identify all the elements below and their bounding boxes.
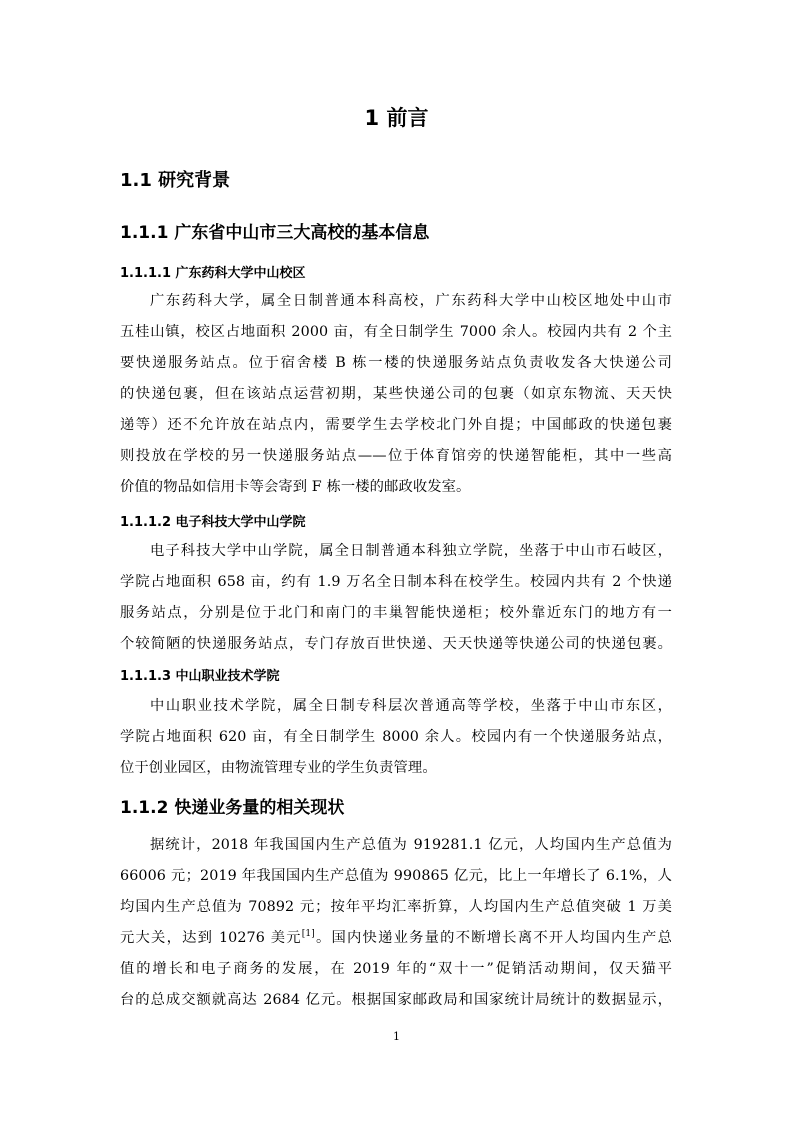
text-line: 五桂山镇，校区占地面积 2000 亩，有全日制学生 7000 余人。校园内共有 2 个主	[120, 324, 672, 340]
paragraph-uestc-zs	[120, 536, 672, 660]
subsection-title-express-volume: 1.1.2 快递业务量的相关现状	[120, 798, 345, 818]
text-line: 要快递服务站点。位于宿舍楼 B 栋一楼的快递服务站点负责收发各大快递公司	[120, 355, 672, 371]
text-line: 价值的物品如信用卡等会寄到 F 栋一楼的邮政收发室。	[120, 479, 471, 495]
text-line: 学院占地面积 658 亩，约有 1.9 万名全日制本科在校学生。校园内共有 2 个快递	[120, 574, 672, 590]
paragraph-zspt	[120, 691, 672, 784]
text-line: 中山职业技术学院，属全日制专科层次普通高等学校，坐落于中山市东区，	[150, 698, 672, 714]
paragraph-gdpu	[120, 286, 672, 503]
text-segment: 元大关，达到 10276 美元	[120, 930, 302, 946]
paragraph-express-volume	[120, 830, 672, 1016]
page-number: 1	[393, 1030, 400, 1043]
subsubsection-title-zspt: 1.1.1.3 中山职业技术学院	[120, 669, 280, 684]
text-line: 电子科技大学中山学院，属全日制普通本科独立学院，坐落于中山市石岐区，	[150, 543, 672, 559]
subsection-title-universities: 1.1.1 广东省中山市三大高校的基本信息	[120, 223, 430, 243]
text-line: 递等）还不允许放在站点内，需要学生去学校北门外自提；中国邮政的快递包裹	[120, 417, 672, 433]
text-line: 学院占地面积 620 亩，有全日制学生 8000 余人。校园内有一个快递服务站点，	[120, 729, 672, 745]
text-line: 值的增长和电子商务的发展，在 2019 年的“双十一”促销活动期间，仅天猫平	[120, 961, 672, 977]
section-title-research-background: 1.1 研究背景	[120, 170, 231, 191]
chapter-title: 1 前言	[364, 106, 429, 130]
text-line-with-citation	[120, 923, 672, 954]
text-line: 据统计，2018 年我国国内生产总值为 919281.1 亿元，人均国内生产总值为	[150, 837, 672, 853]
text-line: 台的总成交额就高达 2684 亿元。根据国家邮政局和国家统计局统计的数据显示，	[120, 992, 672, 1008]
subsubsection-title-uestc-zs: 1.1.1.2 电子科技大学中山学院	[120, 515, 306, 530]
text-line: 位于创业园区，由物流管理专业的学生负责管理。	[120, 760, 437, 776]
text-line: 66006 元；2019 年我国国内生产总值为 990865 亿元，比上一年增长了 6.1%，人	[120, 868, 672, 884]
text-segment: 。国内快递业务量的不断增长离不开人均国内生产总	[314, 930, 672, 946]
text-line: 则投放在学校的另一快递服务站点——位于体育馆旁的快递智能柜，其中一些高	[120, 448, 672, 464]
citation-ref[interactable]: [1]	[301, 929, 315, 940]
text-line: 广东药科大学，属全日制普通本科高校，广东药科大学中山校区地处中山市	[150, 293, 672, 309]
text-line: 的快递包裹，但在该站点运营初期，某些快递公司的包裹（如京东物流、天天快	[120, 386, 672, 402]
text-line: 均国内生产总值为 70892 元；按年平均汇率折算，人均国内生产总值突破 1 万美	[120, 899, 672, 915]
text-line: 服务站点，分别是位于北门和南门的丰巢智能快递柜；校外靠近东门的地方有一	[120, 605, 672, 621]
text-line: 个较简陋的快递服务站点，专门存放百世快递、天天快递等快递公司的快递包裹。	[120, 636, 672, 652]
subsubsection-title-gdpu: 1.1.1.1 广东药科大学中山校区	[120, 266, 306, 281]
